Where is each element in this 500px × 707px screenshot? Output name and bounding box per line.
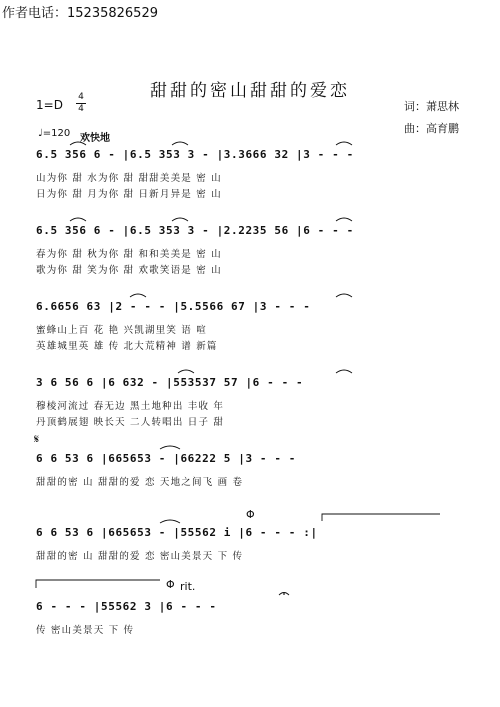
system-1-lyrics-verse-2: 日为你 甜 月为你 甜 日新月异是 密 山 xyxy=(36,189,222,200)
style-marking: 欢快地 xyxy=(80,133,110,144)
system-1-lyrics-verse-1: 山为你 甜 水为你 甜 甜甜美美是 密 山 xyxy=(36,173,222,184)
composer-contact: 作者电话：15235826529 xyxy=(2,6,158,21)
slur-mark xyxy=(70,218,86,221)
system-5-notes: 6 6 53 6 |665653 - |66222 5 |3 - - - xyxy=(36,452,297,465)
slur-mark xyxy=(336,142,352,145)
ritardando-marking: rit. xyxy=(180,580,196,593)
song-title: 甜甜的密山甜甜的爱恋 xyxy=(150,81,350,101)
slur-mark xyxy=(160,520,180,523)
fermata-dot xyxy=(283,593,285,595)
slur-mark xyxy=(336,294,352,297)
coda-sign-2: Φ xyxy=(166,578,175,591)
time-signature-top: 4 xyxy=(78,92,84,102)
slur-mark xyxy=(172,218,188,221)
slur-mark xyxy=(160,446,180,449)
system-7-lyrics: 传 密山美景天 下 传 xyxy=(36,625,135,636)
system-3-lyrics-verse-1: 蜜蜂山上百 花 艳 兴凯湖里笑 语 喧 xyxy=(36,325,207,336)
slur-mark xyxy=(336,370,352,373)
lyricist-credit: 词：萧思林 xyxy=(404,100,459,113)
system-4-notes: 3 6 56 6 |6 632 - |553537 57 |6 - - - xyxy=(36,376,304,389)
system-6-notes: 6 6 53 6 |665653 - |55562 i |6 - - - :| xyxy=(36,526,318,539)
slur-mark xyxy=(172,142,188,145)
system-7-notes: 6 - - - |55562 3 |6 - - - xyxy=(36,600,217,613)
coda-sign-1: Φ xyxy=(246,508,255,521)
slur-mark xyxy=(178,370,194,373)
volta-bracket-2 xyxy=(322,514,440,521)
system-2-lyrics-verse-2: 歌为你 甜 笑为你 甜 欢歌笑语是 密 山 xyxy=(36,265,222,276)
tempo-marking: ♩=120 xyxy=(38,128,71,139)
system-3-notes: 6.6656 63 |2 - - - |5.5566 67 |3 - - - xyxy=(36,300,311,313)
slur-mark xyxy=(70,142,86,145)
system-2-lyrics-verse-1: 春为你 甜 秋为你 甜 和和美美是 密 山 xyxy=(36,249,222,260)
composer-credit: 曲：高育鹏 xyxy=(404,122,459,135)
system-6-lyrics: 甜甜的密 山 甜甜的爱 恋 密山美景天 下 传 xyxy=(36,551,244,562)
system-4-lyrics-verse-2: 丹顶鹤展翅 映长天 二人转唱出 日子 甜 xyxy=(36,417,225,428)
segno-sign: 𝄋 xyxy=(34,432,40,446)
system-2-notes: 6.5 356 6 - |6.5 353 3 - |2.2235 56 |6 - - - xyxy=(36,224,354,237)
system-4-lyrics-verse-1: 穆棱河流过 春无边 黑土地种出 丰收 年 xyxy=(36,401,225,412)
time-signature-bottom: 4 xyxy=(78,104,84,114)
slur-mark xyxy=(336,218,352,221)
system-1-notes: 6.5 356 6 - |6.5 353 3 - |3.3666 32 |3 - - - xyxy=(36,148,354,161)
system-3-lyrics-verse-2: 英雄城里英 雄 传 北大荒精神 谱 新篇 xyxy=(36,341,218,352)
volta-bracket-1 xyxy=(36,580,160,588)
slur-mark xyxy=(130,294,146,297)
system-5-lyrics: 甜甜的密 山 甜甜的爱 恋 天地之间飞 画 卷 xyxy=(36,477,244,488)
key-signature: 1=D xyxy=(36,98,63,112)
